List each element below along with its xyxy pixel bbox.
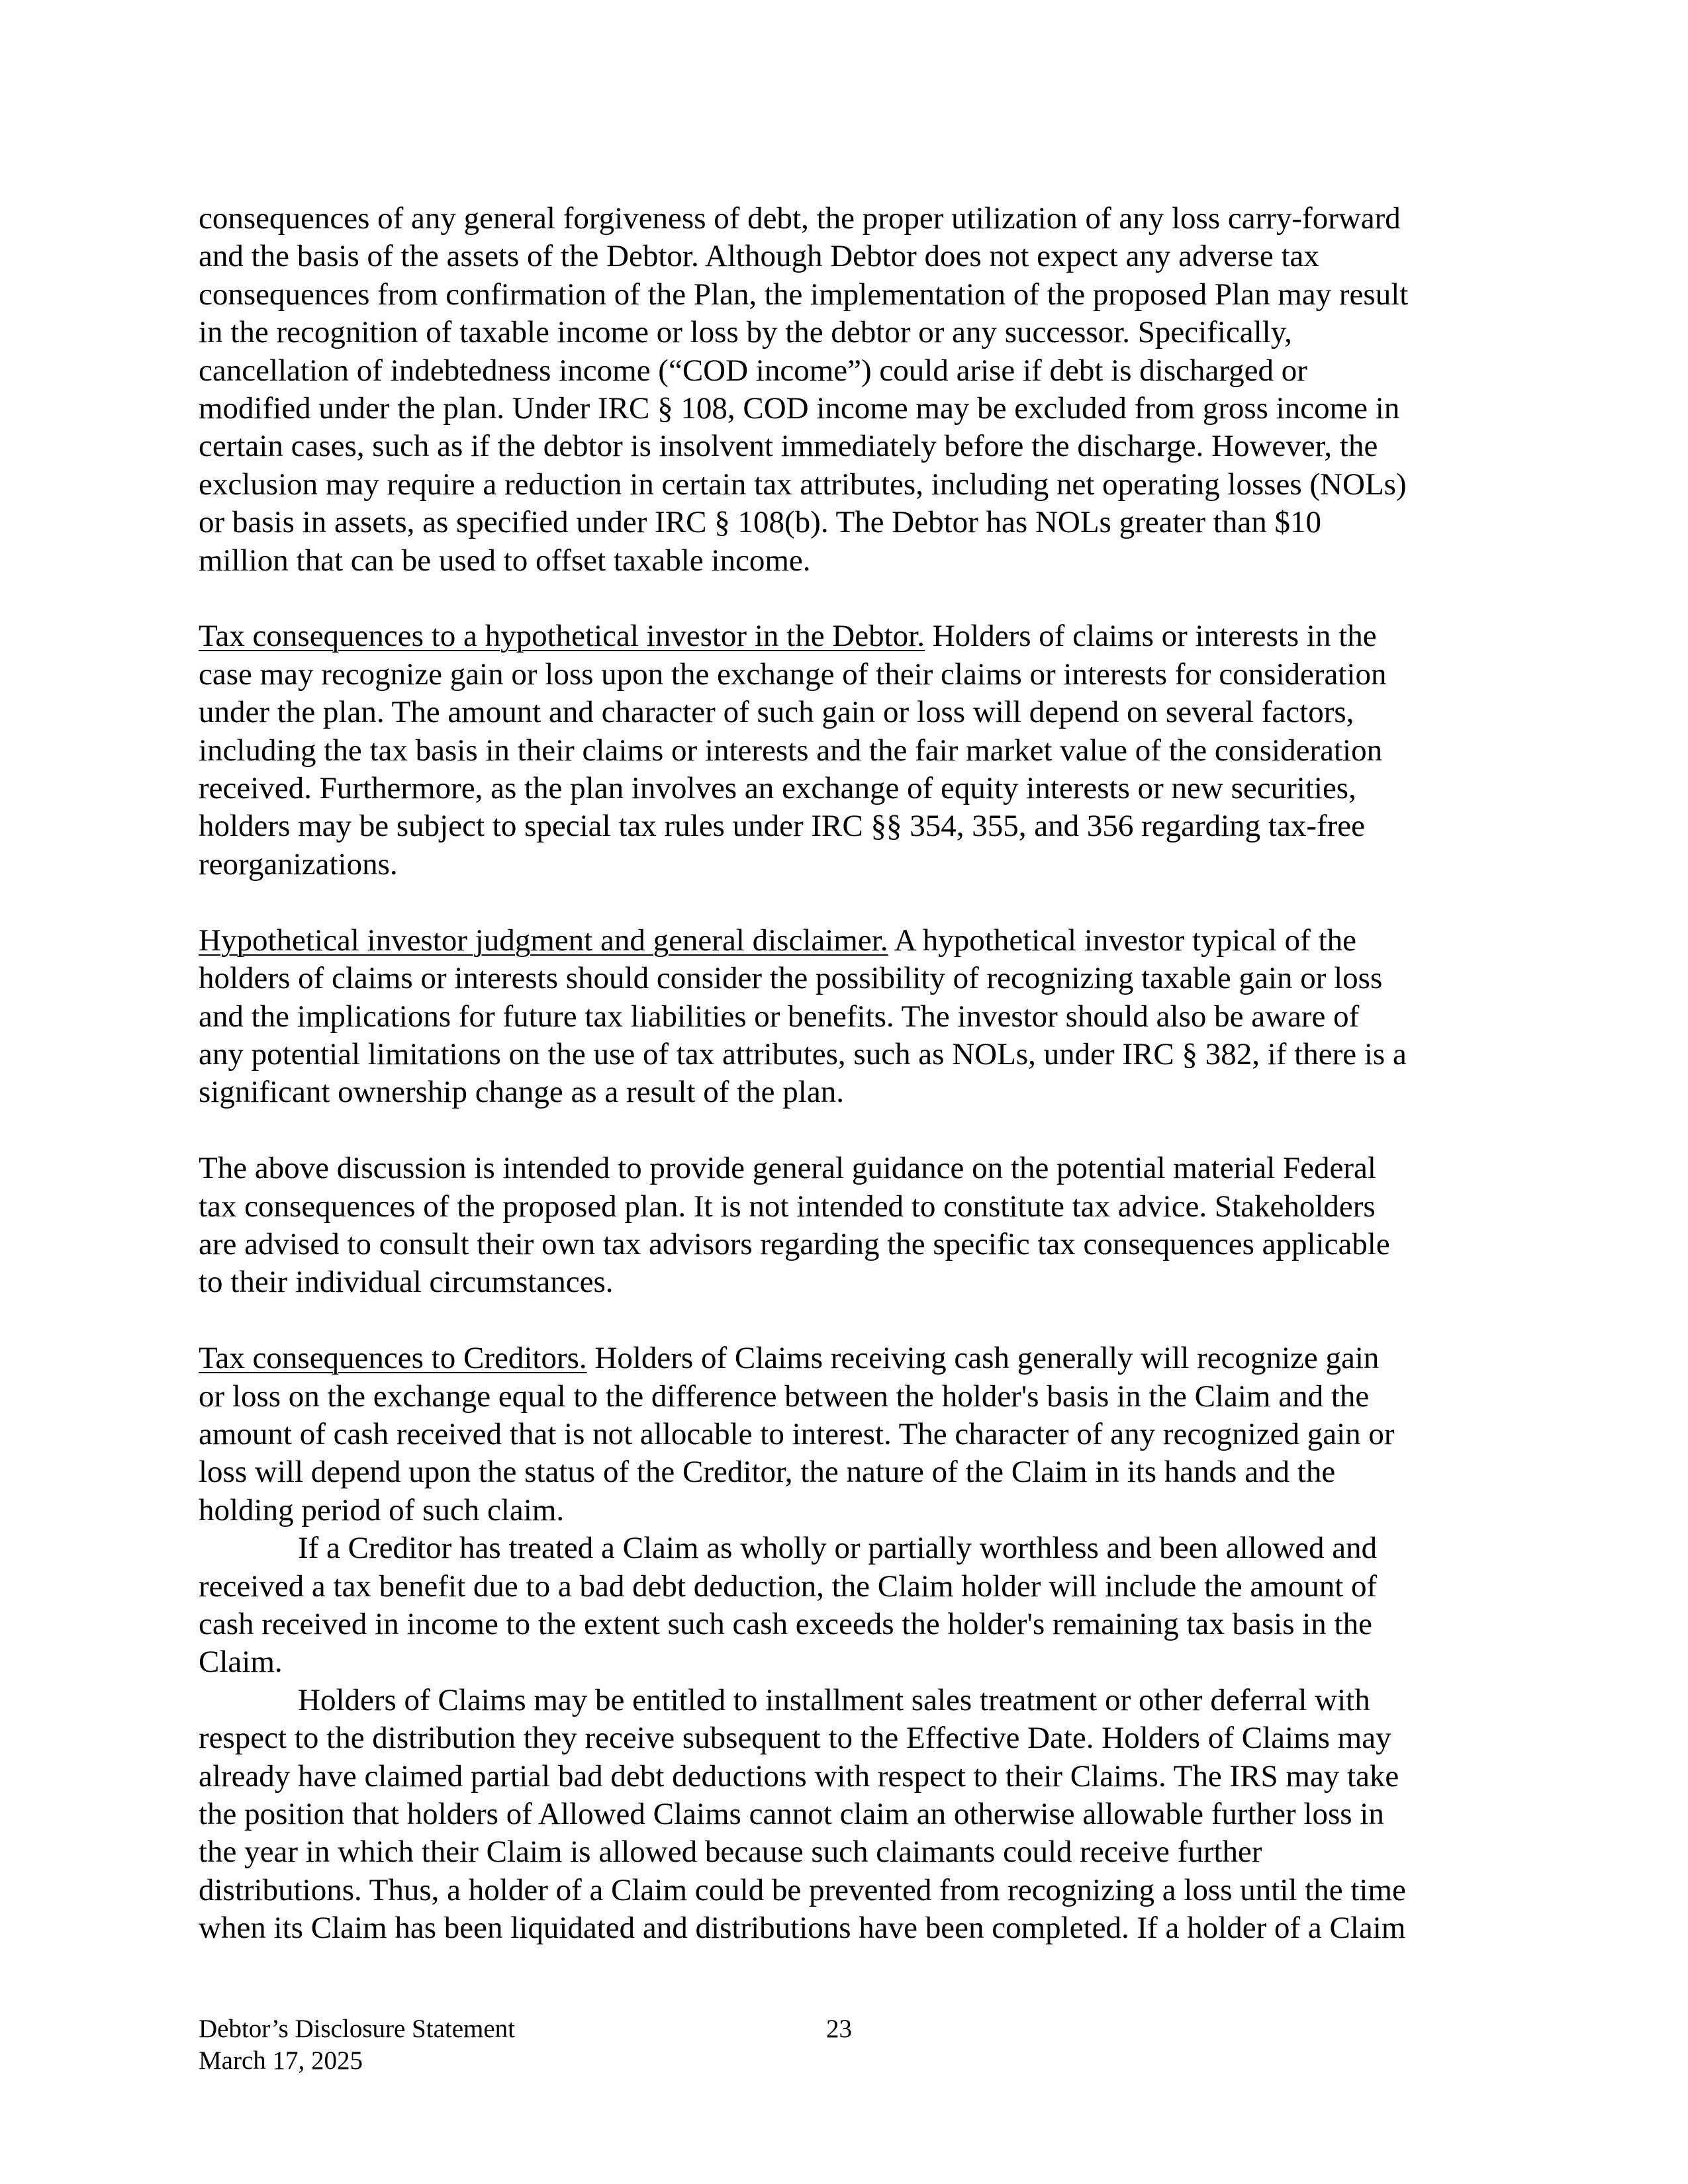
text-line: amount of cash received that is not allocable to interest. The character of any recognized gain or (199, 1416, 1395, 1451)
section-heading: Tax consequences to a hypothetical investor in the Debtor. (199, 619, 925, 654)
text-line: cash received in income to the extent such cash exceeds the holder's remaining tax basis in the (199, 1606, 1372, 1641)
text-line: and the implications for future tax liabilities or benefits. The investor should also be aware of (199, 999, 1360, 1034)
paragraph-general-guidance (199, 1150, 1493, 1302)
text-line: distributions. Thus, a holder of a Claim could be prevented from recognizing a loss until the time (199, 1872, 1406, 1907)
paragraph-worthless-claim (199, 1529, 1493, 1682)
section-heading: Hypothetical investor judgment and general disclaimer. (199, 923, 888, 958)
paragraph-creditors (199, 1340, 1493, 1529)
text-line: exclusion may require a reduction in certain tax attributes, including net operating losses (NOLs) (199, 467, 1407, 502)
paragraph-installment-sales (199, 1682, 1493, 1948)
document-body (199, 200, 1493, 1948)
text-line: holding period of such claim. (199, 1492, 565, 1527)
text-line: Claim. (199, 1645, 283, 1680)
text-line: holders may be subject to special tax rules under IRC §§ 354, 355, and 356 regarding tax-free (199, 809, 1365, 844)
text-line: case may recognize gain or loss upon the exchange of their claims or interests for consideration (199, 657, 1387, 692)
text-line: already have claimed partial bad debt deductions with respect to their Claims. The IRS may take (199, 1758, 1399, 1794)
footer-date: March 17, 2025 (199, 2046, 363, 2075)
text-line: consequences of any general forgiveness of debt, the proper utilization of any loss carry-forward (199, 201, 1401, 236)
paragraph-first-line (199, 922, 1493, 960)
text-line: in the recognition of taxable income or loss by the debtor or any successor. Specifically, (199, 315, 1292, 350)
indented-first-line: Holders of Claims may be entitled to installment sales treatment or other deferral with (298, 1682, 1370, 1717)
footer-document-title: Debtor’s Disclosure Statement (199, 2015, 516, 2043)
heading-trailing-text: A hypothetical investor typical of the (888, 923, 1356, 958)
text-line: when its Claim has been liquidated and distributions have been completed. If a holder of a Claim (199, 1911, 1406, 1946)
indented-first-line: If a Creditor has treated a Claim as wholly or partially worthless and been allowed and (298, 1531, 1378, 1566)
text-line: cancellation of indebtedness income (“COD income”) could arise if debt is discharged or (199, 353, 1307, 388)
paragraph-investor-judgment (199, 922, 1493, 1112)
heading-trailing-text: Holders of claims or interests in the (924, 619, 1377, 654)
paragraph-debtor-tax-consequences (199, 200, 1493, 580)
text-line: the position that holders of Allowed Claims cannot claim an otherwise allowable further loss in (199, 1797, 1384, 1831)
text-line: holders of claims or interests should consider the possibility of recognizing taxable gain or loss (199, 961, 1383, 996)
text-line: significant ownership change as a result of the plan. (199, 1075, 844, 1110)
text-line: The above discussion is intended to provide general guidance on the potential material Federal (199, 1151, 1376, 1186)
text-line: including the tax basis in their claims or interests and the fair market value of the consideration (199, 733, 1383, 768)
text-line: respect to the distribution they receive subsequent to the Effective Date. Holders of Claims may (199, 1721, 1391, 1756)
text-line: or loss on the exchange equal to the difference between the holder's basis in the Claim and the (199, 1379, 1370, 1414)
text-line: and the basis of the assets of the Debtor. Although Debtor does not expect any adverse tax (199, 239, 1319, 274)
section-heading: Tax consequences to Creditors. (199, 1341, 587, 1376)
text-line: consequences from confirmation of the Plan, the implementation of the proposed Plan may result (199, 277, 1409, 312)
paragraph-first-line (199, 617, 1493, 655)
text-line: or basis in assets, as specified under IRC § 108(b). The Debtor has NOLs greater than $10 (199, 505, 1321, 540)
text-line: million that can be used to offset taxable income. (199, 543, 811, 578)
text-line: loss will depend upon the status of the Creditor, the nature of the Claim in its hands and the (199, 1455, 1336, 1490)
text-line: received. Furthermore, as the plan involves an exchange of equity interests or new securities, (199, 771, 1356, 806)
text-line: the year in which their Claim is allowed because such claimants could receive further (199, 1835, 1262, 1870)
text-line: reorganizations. (199, 846, 398, 882)
paragraph-hypothetical-investor (199, 617, 1493, 884)
text-line: received a tax benefit due to a bad debt deduction, the Claim holder will include the amount of (199, 1569, 1378, 1604)
text-line: certain cases, such as if the debtor is insolvent immediately before the discharge. However, the (199, 429, 1378, 464)
text-line: any potential limitations on the use of tax attributes, such as NOLs, under IRC § 382, if there is a (199, 1036, 1407, 1071)
text-line: under the plan. The amount and character of such gain or loss will depend on several factors, (199, 695, 1354, 730)
paragraph-first-line (199, 1340, 1493, 1377)
text-line: modified under the plan. Under IRC § 108, COD income may be excluded from gross income in (199, 391, 1400, 426)
text-line: tax consequences of the proposed plan. It is not intended to constitute tax advice. Stakeholders (199, 1189, 1376, 1224)
text-line: are advised to consult their own tax advisors regarding the specific tax consequences applicable (199, 1226, 1390, 1261)
page-number: 23 (826, 2015, 852, 2043)
heading-trailing-text: Holders of Claims receiving cash generally will recognize gain (586, 1341, 1380, 1376)
text-line: to their individual circumstances. (199, 1265, 614, 1300)
